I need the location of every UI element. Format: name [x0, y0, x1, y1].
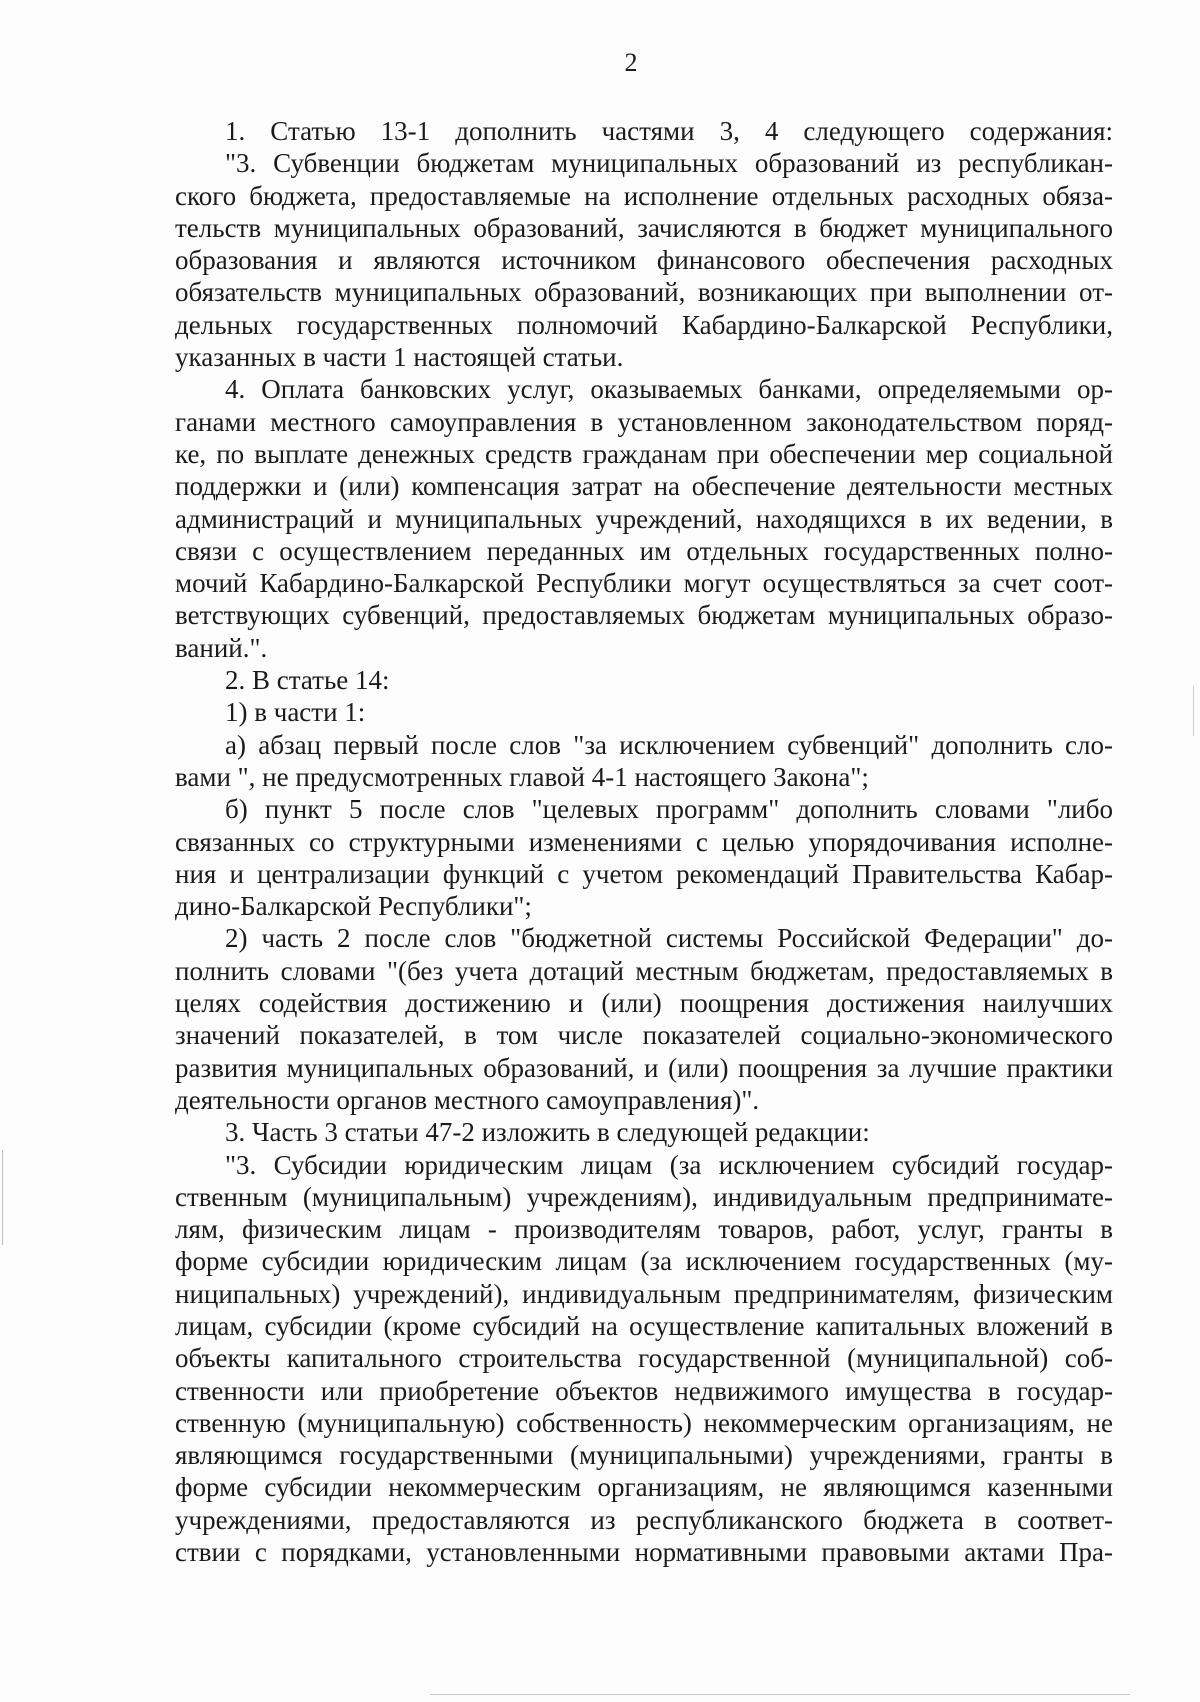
paragraph-line: целях содействия достижению и (или) поощрения достижения наилучших [175, 988, 1113, 1019]
paragraph-line: ственным (муниципальным) учреждениям), индивидуальным предпринимате- [175, 1181, 1113, 1212]
paragraph-line: ского бюджета, предоставляемые на исполнение отдельных расходных обяза- [175, 180, 1113, 211]
paragraph-line: ке, по выплате денежных средств гражданам при обеспечении мер социальной [175, 438, 1113, 469]
paragraph-line: вами ", не предусмотренных главой 4-1 настоящего Закона"; [175, 761, 869, 792]
paragraph-line: 2) часть 2 после слов "бюджетной системы Российской Федерации" до- [225, 923, 1113, 954]
paragraph-line: ниципальных) учреждений), индивидуальным предпринимателям, физическим [175, 1278, 1113, 1309]
paragraph-line: ственности или приобретение объектов недвижимого имущества в государ- [175, 1375, 1113, 1406]
paragraph-line: ственную (муниципальную) собственность) некоммерческим организациям, не [175, 1407, 1113, 1438]
paragraph-line: "3. Субвенции бюджетам муниципальных образований из республикан- [225, 148, 1113, 179]
paragraph-line: 4. Оплата банковских услуг, оказываемых банками, определяемыми ор- [225, 374, 1113, 405]
paragraph-line: лям, физическим лицам - производителям товаров, работ, услуг, гранты в [175, 1214, 1113, 1245]
paragraph-line: ганами местного самоуправления в установленном законодательством поряд- [175, 406, 1113, 437]
paragraph-line: значений показателей, в том числе показателей социально-экономического [175, 1020, 1113, 1051]
paragraph-line: форме субсидии юридическим лицам (за исключением государственных (му- [175, 1246, 1113, 1277]
paragraph-line: развития муниципальных образований, и (или) поощрения за лучшие практики [175, 1052, 1113, 1083]
paragraph-line: указанных в части 1 настоящей статьи. [175, 342, 624, 373]
paragraph-line: 1) в части 1: [225, 697, 366, 728]
paragraph-line: лицам, субсидии (кроме субсидий на осуществление капитальных вложений в [175, 1310, 1113, 1341]
paragraph-line: форме субсидии некоммерческим организациям, не являющимся казенными [175, 1472, 1113, 1503]
paragraph-line: ваний.". [175, 632, 268, 663]
paragraph-line: ствии с порядками, установленными нормативными правовыми актами Пра- [175, 1537, 1113, 1568]
scan-edge-mark [2, 1150, 3, 1245]
paragraph-line: б) пункт 5 после слов "целевых программ" дополнить словами "либо [225, 794, 1113, 825]
paragraph-line: связанных со структурными изменениями с целью упорядочивания исполне- [175, 826, 1113, 857]
paragraph-line: 3. Часть 3 статьи 47-2 изложить в следующей редакции: [225, 1117, 870, 1148]
paragraph-line: образования и являются источником финансового обеспечения расходных [175, 245, 1113, 276]
scan-edge-mark [1193, 686, 1194, 736]
paragraph-line: а) абзац первый после слов "за исключением субвенций" дополнить сло- [225, 729, 1113, 760]
paragraph-line: 2. В статье 14: [225, 665, 390, 696]
paragraph-line: учреждениями, предоставляются из республиканского бюджета в соответ- [175, 1504, 1113, 1535]
paragraph-line: 1. Статью 13-1 дополнить частями 3, 4 следующего содержания: [225, 116, 1113, 146]
paragraph-line: объекты капитального строительства государственной (муниципальной) соб- [175, 1343, 1113, 1374]
paragraph-line: дино-Балкарской Республики"; [175, 891, 532, 922]
paragraph-line: тельств муниципальных образований, зачисляются в бюджет муниципального [175, 212, 1113, 243]
paragraph-line: дельных государственных полномочий Кабардино-Балкарской Республики, [175, 309, 1113, 340]
page-number: 2 [624, 48, 638, 77]
paragraph-line: поддержки и (или) компенсация затрат на обеспечение деятельности местных [175, 471, 1113, 502]
paragraph-line: обязательств муниципальных образований, возникающих при выполнении от- [175, 277, 1113, 308]
paragraph-line: мочий Кабардино-Балкарской Республики могут осуществляться за счет соот- [175, 568, 1113, 599]
paragraph-line: деятельности органов местного самоуправления)". [175, 1084, 760, 1115]
document-body [175, 115, 1113, 1568]
scan-edge-mark [430, 1694, 1130, 1695]
paragraph-line: полнить словами "(без учета дотаций местным бюджетам, предоставляемых в [175, 955, 1113, 986]
paragraph-line: ния и централизации функций с учетом рекомендаций Правительства Кабар- [175, 858, 1113, 889]
paragraph-line: ветствующих субвенций, предоставляемых бюджетам муниципальных образо- [175, 600, 1113, 631]
paragraph-line: связи с осуществлением переданных им отдельных государственных полно- [175, 535, 1113, 566]
paragraph-line: являющимся государственными (муниципальными) учреждениями, гранты в [175, 1440, 1113, 1471]
paragraph-line: "3. Субсидии юридическим лицам (за исключением субсидий государ- [225, 1149, 1113, 1180]
paragraph-line: администраций и муниципальных учреждений, находящихся в их ведении, в [175, 503, 1113, 534]
